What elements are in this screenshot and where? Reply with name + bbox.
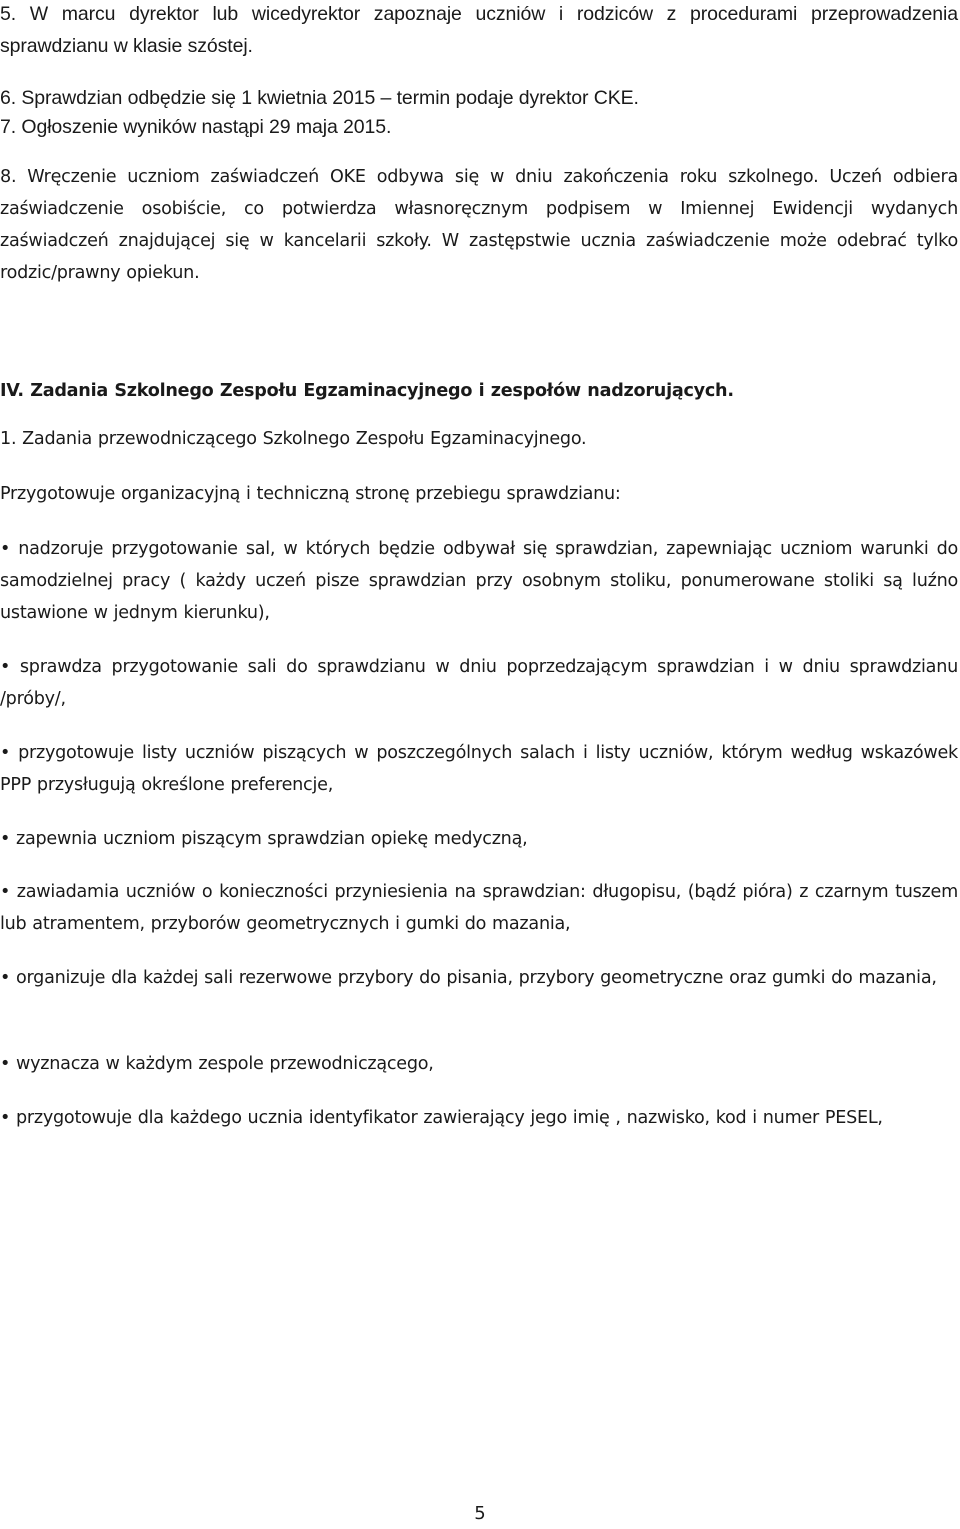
bullet-item: • nadzoruje przygotowanie sal, w których będzie odbywał się sprawdzian, zapewniając uczniom warunki do samodzielnej pracy ( każdy uczeń pisze sprawdzian przy osobnym stoliku, ponumerowane stoliki są luźno ustawione w jednym kierunku), (0, 539, 958, 623)
list-item-7: 7. Ogłoszenie wyników nastąpi 29 maja 2015. (0, 116, 392, 138)
bullet-item: • przygotowuje dla każdego ucznia identyfikator zawierający jego imię , nazwisko, kod i numer PESEL, (0, 1108, 883, 1128)
bullet-item: • wyznacza w każdym zespole przewodniczącego, (0, 1054, 434, 1074)
list-item-8: 8. Wręczenie uczniom zaświadczeń OKE odbywa się w dniu zakończenia roku szkolnego. Uczeń odbiera zaświadczenie osobiście, co potwierdza własnoręcznym podpisem w Imiennej Ewidencji wydanych zaświadczeń znajdującej się w kancelarii szkoły. W zastępstwie ucznia zaświadczenie może odebrać tylko rodzic/prawny opiekun. (0, 167, 958, 283)
section-intro: Przygotowuje organizacyjną i techniczną stronę przebiegu sprawdzianu: (0, 484, 621, 504)
bullet-item: • przygotowuje listy uczniów piszących w poszczególnych salach i listy uczniów, którym według wskazówek PPP przysługują określone preferencje, (0, 743, 958, 795)
list-item-5: 5. W marcu dyrektor lub wicedyrektor zapoznaje uczniów i rodziców z procedurami przeprowadzenia sprawdzianu w klasie szóstej. (0, 3, 958, 57)
bullet-item: • zapewnia uczniom piszącym sprawdzian opiekę medyczną, (0, 829, 528, 849)
bullet-item: • organizuje dla każdej sali rezerwowe przybory do pisania, przybory geometryczne oraz gumki do mazania, (0, 968, 937, 988)
section-heading: IV. Zadania Szkolnego Zespołu Egzaminacyjnego i zespołów nadzorujących. (0, 381, 734, 401)
page-number: 5 (474, 1503, 486, 1524)
list-item-6: 6. Sprawdzian odbędzie się 1 kwietnia 2015 – termin podaje dyrektor CKE. (0, 87, 639, 109)
section-subheading: 1. Zadania przewodniczącego Szkolnego Zespołu Egzaminacyjnego. (0, 429, 587, 449)
bullet-item: • zawiadamia uczniów o konieczności przyniesienia na sprawdzian: długopisu, (bądź pióra) z czarnym tuszem lub atramentem, przyborów geometrycznych i gumki do mazania, (0, 882, 958, 934)
bullet-item: • sprawdza przygotowanie sali do sprawdzianu w dniu poprzedzającym sprawdzian i w dniu sprawdzianu /próby/, (0, 657, 958, 709)
